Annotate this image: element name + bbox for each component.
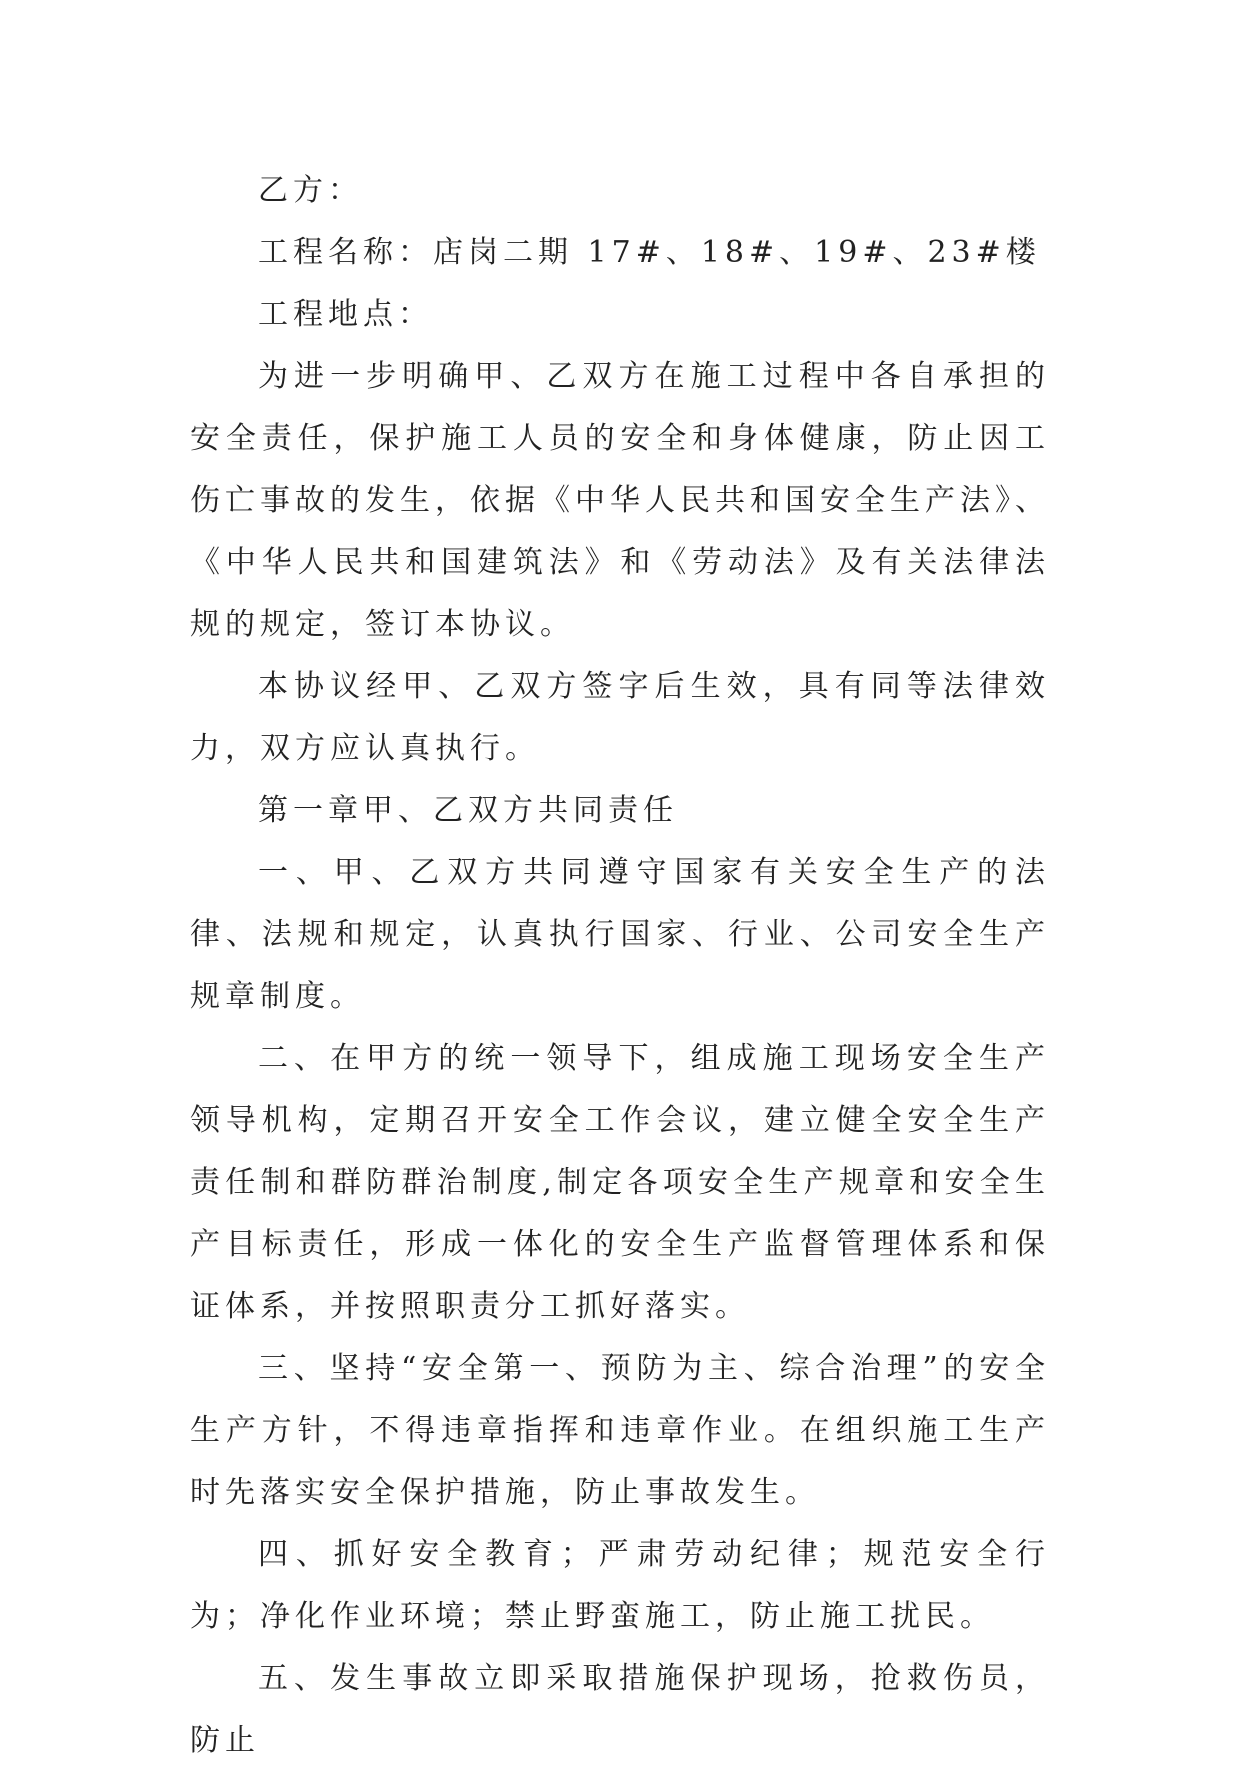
project-location-line: 工程地点：	[258, 297, 433, 332]
project-name-line: 工程名称：店岗二期 17#、18#、19#、23#楼	[258, 235, 1041, 270]
effectiveness-paragraph: 本协议经甲、乙双方签字后生效，具有同等法律效力，双方应认真执行。	[190, 669, 1050, 766]
clause-1: 一、甲、乙双方共同遵守国家有关安全生产的法律、法规和规定，认真执行国家、行业、公司安全生产规章制度。	[190, 855, 1050, 1014]
document-body	[190, 160, 1050, 1772]
party-b-line: 乙方：	[258, 173, 363, 208]
clause-3: 三、坚持“安全第一、预防为主、综合治理”的安全生产方针，不得违章指挥和违章作业。在组织施工生产时先落实安全保护措施，防止事故发生。	[190, 1351, 1050, 1510]
purpose-paragraph: 为进一步明确甲、乙双方在施工过程中各自承担的安全责任，保护施工人员的安全和身体健康，防止因工伤亡事故的发生，依据《中华人民共和国安全生产法》、《中华人民共和国建筑法》和《劳动法》及有关法律法规的规定，签订本协议。	[190, 359, 1050, 642]
clause-4: 四、抓好安全教育；严肃劳动纪律；规范安全行为；净化作业环境；禁止野蛮施工，防止施工扰民。	[190, 1537, 1050, 1634]
clause-5: 五、发生事故立即采取措施保护现场，抢救伤员，防止	[190, 1661, 1050, 1758]
chapter-heading: 第一章甲、乙双方共同责任	[258, 793, 678, 828]
clause-2: 二、在甲方的统一领导下，组成施工现场安全生产领导机构，定期召开安全工作会议，建立健全安全生产责任制和群防群治制度,制定各项安全生产规章和安全生产目标责任，形成一体化的安全生产监督管理体系和保证体系，并按照职责分工抓好落实。	[190, 1041, 1050, 1324]
